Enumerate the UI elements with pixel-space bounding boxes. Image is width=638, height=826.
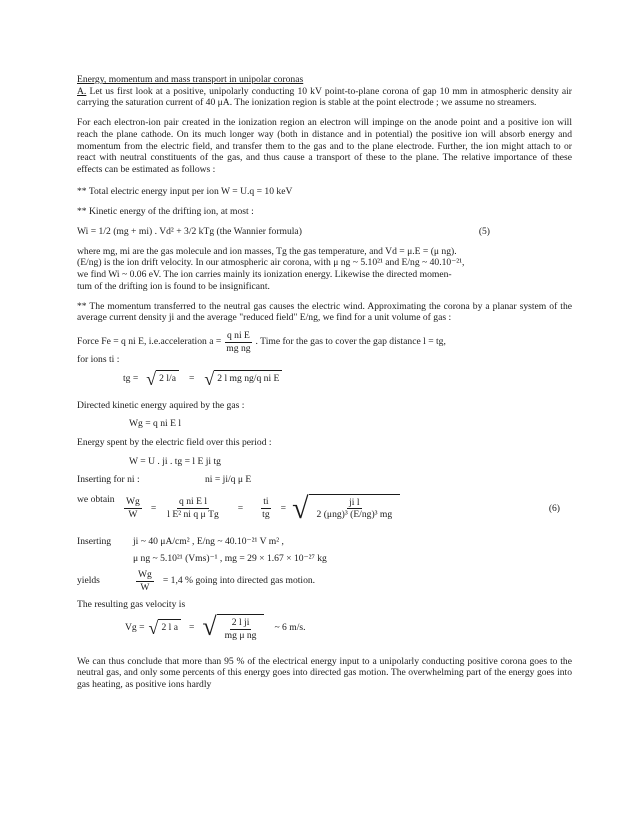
velocity-intro-line: The resulting gas velocity is [77,599,186,611]
fraction-denominator: W [128,509,138,521]
paragraph-label: A. [77,85,87,97]
equation-number-5: (5) [478,226,490,238]
fraction-denominator: W [140,581,150,593]
sqrt-expression [204,370,282,388]
fraction-denominator: l E² ni q μ Tg [167,509,219,521]
paper-page [77,74,572,697]
fraction-numerator: q ni E [226,329,250,341]
wannier-equation-row [77,226,572,238]
w-equation: W = U . ji . tg = l E ji tg [129,456,221,468]
yields-row [77,569,572,593]
sqrt-icon: √ [146,369,157,390]
section-title: Energy, momentum and mass transport in unipolar coronas [77,74,304,85]
sqrt-expression [146,370,179,388]
vg-lhs: Vg = [125,621,145,633]
where-line: (E/ng) is the ion drift velocity. In our atmospheric air corona, with μ ng ~ 5.10²¹ and E/ng ~ 40.10⁻²¹, [77,257,465,269]
fraction-numerator: ji l [349,496,360,508]
ratio-fraction [124,496,142,520]
fraction-denominator: tg [262,509,270,521]
force-left: Force Fe = q ni E, i.e.acceleration a = [77,336,222,348]
tg-equation-row [77,370,572,388]
paragraph-conclusion: We can thus conclude that more than 95 % of the electrical energy input to a unipolarly conducting positive corona goes to the neutral gas, and only some percents of this energy goes into directed gas motion. The overwhelming part of the energy goes into gas heating, as positive ions hardly [77,655,572,690]
equals-sign: = [280,502,287,514]
inserting-values: ji ~ 40 μA/cm² , E/ng ~ 40.10⁻²¹ V m² , [133,535,284,547]
paragraph-intro [77,86,572,109]
inserting-ni-label: Inserting for ni : [77,473,140,485]
for-ions-line: for ions ti : [77,354,120,366]
fraction-numerator: Wg [126,496,140,508]
sqrt-icon: √ [202,612,217,642]
inserting-label: Inserting [77,535,112,547]
we-obtain-label: we obtain [77,493,115,505]
directed-kinetic-line: Directed kinetic energy aquired by the gas : [77,400,245,412]
paragraph-ion-energy: For each electron-ion pair created in the ionization region an electron will impinge on the anode point and a positive ion will reach the plane cathode. On its much longer way (both in distance and in potential) the positive ion will absorb energy and momentum from the electric field, and transfer them to the gas and to the plane electrode. Further, the ion might attach to or react with neutral constituents of the gas, and thus cause a transport of these to the plane. The relative importance of these effects can be estimated as follows : [77,117,572,175]
energy-spent-line: Energy spent by the electric field over this period : [77,437,272,449]
sqrt-body [217,614,265,641]
sqrt-expression [292,491,400,525]
ratio-equation-row [77,491,572,525]
yields-value: = 1,4 % going into directed gas motion. [162,575,316,587]
inserting-values: μ ng ~ 5.10²¹ (Vms)⁻¹ , mg = 29 × 1.67 × 10⁻²⁷ kg [133,553,327,565]
sqrt-body: 2 l mg ng/q ni E [214,370,282,388]
sqrt-expression [149,619,181,637]
ni-equation: ni = ji/q μ E [205,473,252,485]
sqrt-body: 2 l a [158,619,181,637]
equals-sign: = [188,373,195,385]
yields-fraction [136,569,154,593]
ratio-fraction [165,496,220,520]
fraction-denominator: mg ng [226,342,251,354]
fraction-numerator: q ni E l [179,496,207,508]
ratio-fraction [315,497,395,521]
fraction-denominator: 2 (μng)³ (E/ng)³ mg [316,509,393,521]
fraction-denominator: mg μ ng [224,629,257,641]
equals-sign: = [150,502,157,514]
sqrt-icon: √ [204,369,215,390]
sqrt-icon: √ [292,491,309,525]
velocity-equation-row [77,614,572,641]
paragraph-momentum: ** The momentum transferred to the neutral gas causes the electric wind. Approximating the corona by a planar system of the average current density ji and the average "reduced field" E/ng, we find for a unit volume of gas : [77,300,572,324]
fraction-numerator: 2 l ji [231,617,250,629]
equals-sign: = [188,621,195,633]
inserting-values-row [77,536,572,548]
where-line: we find Wi ~ 0.06 eV. The ion carries mainly its ionization energy. Likewise the directed momen- [77,269,452,281]
acceleration-fraction [224,330,252,354]
where-line: where mg, mi are the gas molecule and ion masses, Tg the gas temperature, and Vd = μ.E = (μ ng). [77,245,457,257]
sqrt-body [309,494,401,524]
sqrt-body: 2 l/a [156,370,179,388]
wg-equation: Wg = q ni E l [129,417,182,429]
fraction-numerator: Wg [138,568,152,580]
force-equation-row [77,330,572,354]
fraction-numerator: ti [263,496,269,508]
sqrt-icon: √ [148,617,159,638]
where-paragraph [77,246,572,293]
kinetic-energy-intro: ** Kinetic energy of the drifting ion, at most : [77,206,254,218]
force-right: . Time for the gas to cover the gap distance l = tg, [255,336,446,348]
yields-label: yields [77,575,100,587]
total-energy-line: ** Total electric energy input per ion W = U.q = 10 keV [77,185,293,197]
where-line: tum of the drifting ion is found to be insignificant. [77,280,270,292]
equals-sign: = [237,502,244,514]
inserting-ni-row [77,474,572,486]
equation-number-6: (6) [548,502,560,514]
tg-lhs: tg = [123,373,139,385]
paragraph-intro-text: Let us first look at a positive, unipolarly conducting 10 kV point-to-plane corona of gap 10 mm in atmospheric density air carrying the saturation current of 40 μA. The ionization region is stable at the point electrode ; we assume no streamers. [77,85,573,109]
velocity-fraction [223,617,259,641]
ratio-fraction [260,496,271,520]
wannier-equation: Wi = 1/2 (mg + mi) . Vd² + 3/2 kTg (the Wannier formula) [77,226,302,238]
velocity-approx: ~ 6 m/s. [274,621,306,633]
sqrt-expression [202,614,264,641]
